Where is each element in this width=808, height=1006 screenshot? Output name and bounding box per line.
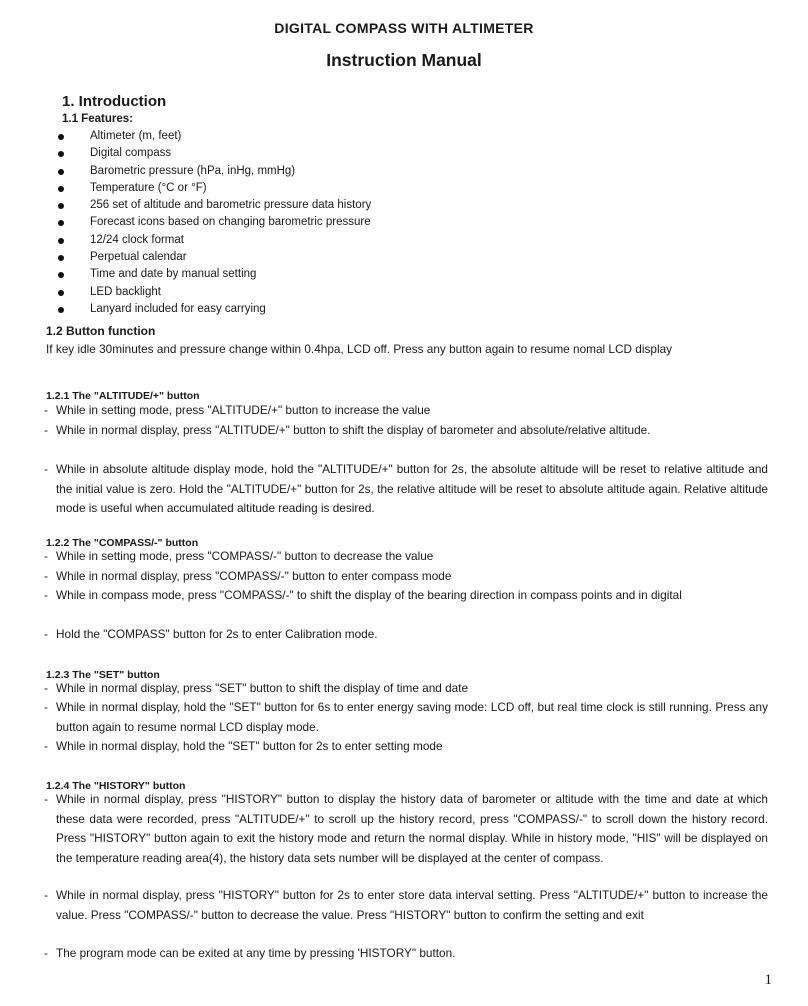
document-title: DIGITAL COMPASS WITH ALTIMETER: [274, 20, 534, 36]
feature-item: 12/24 clock format: [56, 232, 371, 249]
feature-item: LED backlight: [56, 284, 371, 301]
history-button-heading: 1.2.4 The "HISTORY" button: [46, 780, 186, 792]
set-item: - While in normal display, press "SET" button to shift the display of time and date: [44, 679, 768, 699]
bullet-dash: -: [44, 403, 48, 417]
feature-item: Lanyard included for easy carrying: [56, 301, 371, 318]
bullet-dash: -: [44, 681, 48, 695]
compass-item: - While in normal display, press "COMPASS/-" button to enter compass mode: [44, 567, 768, 587]
feature-item: Time and date by manual setting: [56, 266, 371, 283]
set-item: - While in normal display, hold the "SET" button for 6s to enter energy saving mode: LCD off, but real time clock is still running. Press any button again to resume normal LCD display mode.: [44, 700, 768, 734]
altitude-item: - While in normal display, press "ALTITUDE/+" button to shift the display of barometer and absolute/relative altitude.: [44, 421, 768, 441]
bullet-dash: -: [44, 888, 48, 902]
compass-item: - While in setting mode, press "COMPASS/-" button to decrease the value: [44, 547, 768, 567]
feature-item: Barometric pressure (hPa, inHg, mmHg): [56, 163, 371, 180]
section-heading-button-function: 1.2 Button function: [46, 324, 156, 338]
set-item: - While in normal display, hold the "SET" button for 2s to enter setting mode: [44, 737, 768, 757]
bullet-dash: -: [44, 739, 48, 753]
bullet-dash: -: [44, 588, 48, 602]
features-heading: 1.1 Features:: [62, 113, 133, 125]
altitude-item: - While in absolute altitude display mode, hold the "ALTITUDE/+" button for 2s, the absolute altitude will be reset to relative altitude and the initial value is zero. Hold the "ALTITUDE/+" button for 2s, the relative altitude will be reset to absolute altitude again. Relative altitude mode is useful when accumulated altitude reading is desired.: [44, 462, 768, 515]
set-button-heading: 1.2.3 The "SET" button: [46, 669, 160, 681]
feature-item: 256 set of altitude and barometric pressure data history: [56, 197, 371, 214]
altitude-item: - While in setting mode, press "ALTITUDE/+" button to increase the value: [44, 401, 768, 421]
feature-item: Altimeter (m, feet): [56, 128, 371, 145]
compass-button-heading: 1.2.2 The "COMPASS/-" button: [46, 537, 199, 549]
compass-item: - While in compass mode, press "COMPASS/-" to shift the display of the bearing direction in compass points and in digital: [44, 586, 768, 606]
history-item: - While in normal display, press "HISTORY" button to display the history data of barometer or altitude with the time and date at which these data were recorded, press "ALTITUDE/+" to scroll up the history record, press "COMPASS/-" to scroll down the history record. Press "HISTORY" button again to exit the history mode and return the normal display. While in history mode, "HIS" will be displayed on the temperature reading area(4), the history data sets number will be displayed at the center of compass.: [44, 792, 768, 865]
bullet-dash: -: [44, 549, 48, 563]
feature-item: Forecast icons based on changing barometric pressure: [56, 214, 371, 231]
altitude-button-heading: 1.2.1 The "ALTITUDE/+" button: [46, 390, 200, 402]
bullet-dash: -: [44, 946, 48, 960]
history-item: - While in normal display, press "HISTORY" button for 2s to enter store data interval setting. Press "ALTITUDE/+" button to increase the value. Press "COMPASS/-" button to decrease the value. Press "HISTORY" button to confirm the setting and exit: [44, 888, 768, 922]
bullet-dash: -: [44, 792, 48, 806]
feature-item: Digital compass: [56, 145, 371, 162]
compass-item: - Hold the "COMPASS" button for 2s to enter Calibration mode.: [44, 625, 768, 645]
history-item: - The program mode can be exited at any time by pressing 'HISTORY" button.: [44, 944, 768, 964]
features-list: [56, 128, 371, 318]
bullet-dash: -: [44, 627, 48, 641]
section-heading-introduction: 1. Introduction: [62, 93, 167, 110]
bullet-dash: -: [44, 462, 48, 476]
bullet-dash: -: [44, 700, 48, 714]
bullet-dash: -: [44, 423, 48, 437]
feature-item: Temperature (°C or °F): [56, 180, 371, 197]
feature-item: Perpetual calendar: [56, 249, 371, 266]
document-subtitle: Instruction Manual: [326, 50, 482, 70]
bullet-dash: -: [44, 569, 48, 583]
page-number: 1: [764, 972, 772, 988]
button-function-intro: If key idle 30minutes and pressure change within 0.4hpa, LCD off. Press any button again to resume nomal LCD display: [46, 342, 673, 356]
